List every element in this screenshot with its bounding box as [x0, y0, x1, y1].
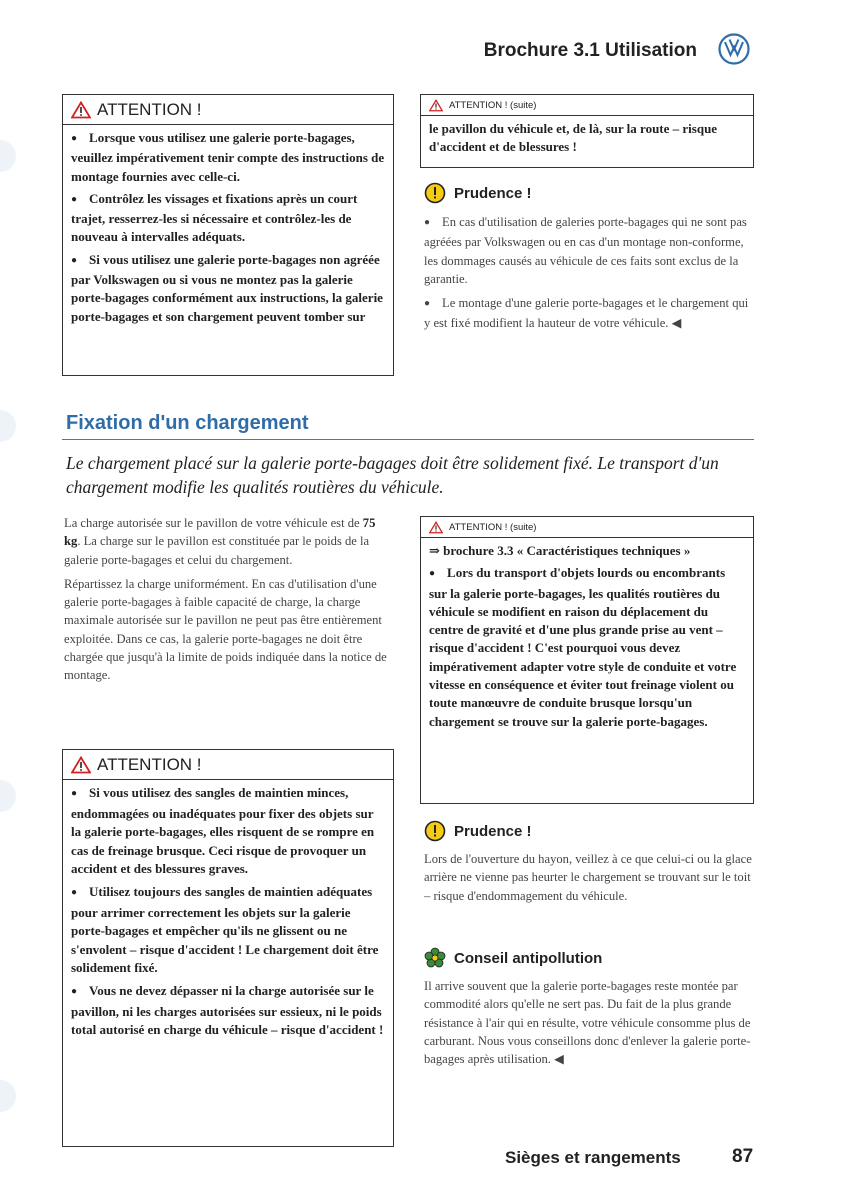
warning-label: ATTENTION !: [97, 99, 202, 119]
warning-header: [63, 95, 393, 125]
body-text: [64, 514, 394, 691]
warning-triangle-icon: [429, 99, 443, 112]
warning-item: ● Contrôlez les vissages et fixations après un court trajet, resserrez-les si nécessaire et contrôlez-les de nouveau à intervalles adéquats.: [71, 190, 385, 247]
warning-box-roof-rack: [62, 94, 394, 376]
eco-tip-body: [424, 977, 754, 1074]
warning-box-continued: [420, 94, 754, 168]
warning-header: [63, 750, 393, 780]
section-lead: Le chargement placé sur la galerie porte-bagages doit être solidement fixé. Le transport d'un chargement modifie les qualités routières du véhicule.: [66, 453, 719, 497]
warning-item: ● Utilisez toujours des sangles de maintien adéquates pour arrimer correctement les objets sur la galerie porte-bagages et empêcher qu'ils ne glissent ou ne s'envolent – risque d'accident ! Le chargement doit être solidement fixé.: [71, 883, 385, 978]
caution-heading: [424, 182, 532, 204]
page-edge-mark: [0, 780, 16, 812]
caution-label: Prudence !: [454, 822, 532, 840]
caution-body: [424, 850, 754, 911]
warning-item: ● Lors du transport d'objets lourds ou encombrants sur la galerie porte-bagages, les qualités routières du véhicule se modifient en raison du déplacement du centre de gravité et d'une plus grande prise au vent – risque d'accident ! C'est pourquoi vous devez impérativement adapter votre style de conduite et votre vitesse en conséquence et éviter tout freinage violent ou toute manœuvre de conduite brusque lorsqu'un chargement se trouve sur la galerie porte-bagages.: [429, 564, 745, 731]
warning-triangle-icon: [429, 521, 443, 534]
warning-label: ATTENTION !: [97, 754, 202, 774]
page-number: 87: [732, 1146, 754, 1167]
caution-exclamation-icon: [424, 820, 446, 842]
caution-label: Prudence !: [454, 184, 532, 202]
warning-item: ● Lorsque vous utilisez une galerie porte-bagages, veuillez impérativement tenir compte des instructions de montage fournies avec celle-ci.: [71, 129, 385, 186]
warning-reference: ⇒ brochure 3.3 « Caractéristiques techniques »: [429, 543, 691, 558]
warning-body: [421, 538, 753, 741]
footer-section-title: Sièges et rangements: [505, 1148, 681, 1167]
warning-body: [63, 780, 393, 1050]
caution-item: ● Le montage d'une galerie porte-bagages et le chargement qui y est fixé modifient la hauteur de votre véhicule. ◀: [424, 294, 754, 333]
warning-cont-label: ATTENTION ! (suite): [449, 521, 537, 533]
warning-body: [63, 125, 393, 336]
warning-box-straps: [62, 749, 394, 1147]
warning-triangle-icon: [71, 756, 91, 774]
caution-text: Lors de l'ouverture du hayon, veillez à ce que celui-ci ou la glace arrière ne vienne pas heurter le chargement se trouvant sur le toit – risque d'endommagement du véhicule.: [424, 852, 752, 903]
vw-logo-icon: [718, 33, 750, 65]
section-title: Fixation d'un chargement: [66, 412, 309, 434]
warning-item: ● Vous ne devez dépasser ni la charge autorisée sur le pavillon, ni les charges autorisées sur essieux, ni le poids total autorisé en charge du véhicule – risque d'accident !: [71, 982, 385, 1040]
page-header-title: Brochure 3.1 Utilisation: [483, 40, 697, 61]
warning-item: ● Si vous utilisez une galerie porte-bagages non agréée par Volkswagen ou si vous ne montez pas la galerie porte-bagages conformément aux instructions, la galerie porte-bagages et son chargement peuvent tomber sur: [71, 251, 385, 326]
warning-cont-label: ATTENTION ! (suite): [449, 99, 537, 111]
body-paragraph: Répartissez la charge uniformément. En cas d'utilisation d'une galerie porte-bagages à faible capacité de charge, la charge maximale autorisée sur le pavillon ne peut pas être entièrement exploitée. Dans ce cas, la galerie porte-bagages ne doit être chargée que jusqu'à la limite de poids indiquée dans la notice de montage.: [64, 576, 387, 683]
page-edge-mark: [0, 140, 16, 172]
warning-item: ● Si vous utilisez des sangles de maintien minces, endommagées ou inadéquates pour fixer des objets sur la galerie porte-bagages, elles risquent de se rompre en cas de freinage brusque. Ceci risque de provoquer un accident et des blessures graves.: [71, 784, 385, 879]
page-edge-mark: [0, 410, 16, 442]
eco-tip-text: Il arrive souvent que la galerie porte-bagages reste montée par commodité alors qu'elle ne sert pas. Du fait de la plus grande résistance à l'air qui en résulte, votre véhicule consomme plus de carburant. Nous vous conseillons donc d'enlever la galerie porte-bagages après utilisation. ◀: [424, 979, 751, 1067]
warning-header: [421, 95, 753, 116]
warning-header: [421, 517, 753, 538]
eco-flower-icon: [424, 947, 446, 969]
warning-triangle-icon: [71, 101, 91, 119]
warning-text: le pavillon du véhicule et, de là, sur la route – risque d'accident et de blessures !: [429, 121, 718, 155]
caution-exclamation-icon: [424, 182, 446, 204]
caution-item: ● En cas d'utilisation de galeries porte-bagages qui ne sont pas agréées par Volkswagen ou en cas d'un montage non-conforme, les dommages causés au véhicule de ces faits sont exclus de la garantie.: [424, 213, 754, 288]
warning-body: [421, 116, 753, 167]
page-edge-mark: [0, 1080, 16, 1112]
section-divider: [62, 439, 754, 440]
caution-heading: [424, 820, 532, 842]
eco-tip-heading: [424, 947, 602, 969]
warning-box-heavy-loads: [420, 516, 754, 804]
eco-tip-label: Conseil antipollution: [454, 949, 603, 967]
body-paragraph: La charge autorisée sur le pavillon de votre véhicule est de 75 kg. La charge sur le pavillon est constituée par le poids de la galerie porte-bagages et celui du chargement.: [64, 516, 376, 567]
caution-body: [424, 213, 754, 339]
